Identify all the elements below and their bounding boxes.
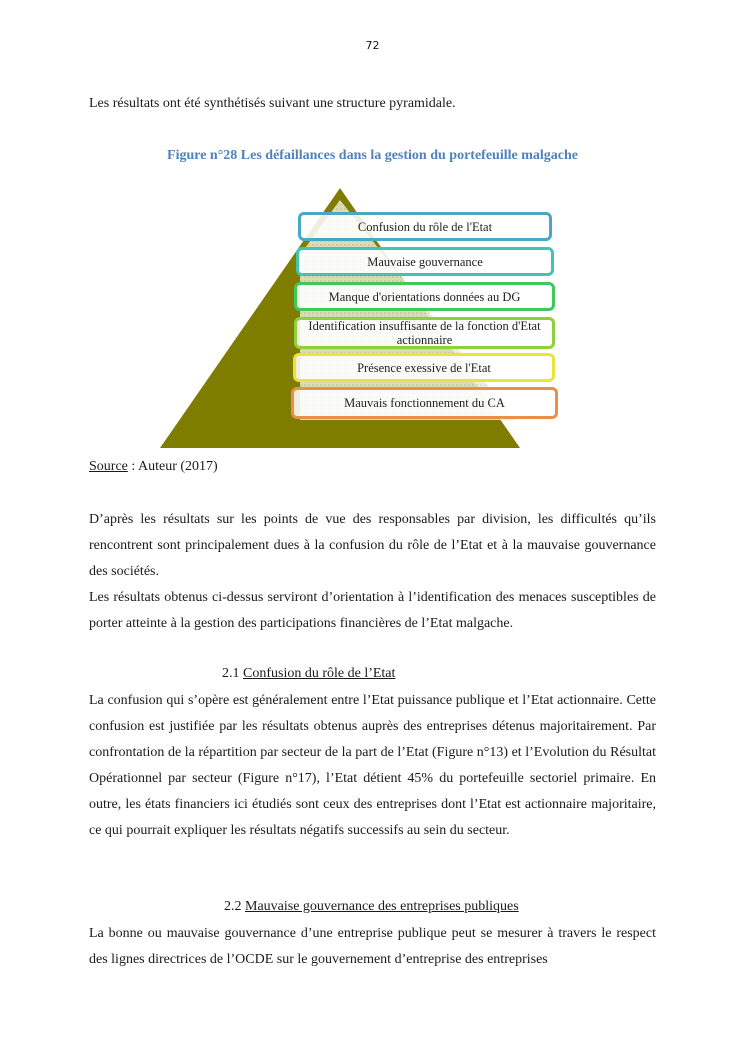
tier-mauvais-fonctionnement-ca: Mauvais fonctionnement du CA	[291, 387, 558, 419]
paragraph-results	[89, 507, 656, 637]
tier-confusion-role-etat: Confusion du rôle de l'Etat	[298, 212, 552, 241]
figure-source	[89, 459, 218, 475]
paragraph-results-2: Les résultats obtenus ci-dessus serviront d’orientation à l’identification des menaces susceptibles de porter atteinte à la gestion des participations financières de l’Etat malgache.	[89, 590, 656, 631]
intro-text: Les résultats ont été synthétisés suivant une structure pyramidale.	[89, 96, 456, 111]
tier-presence-excessive: Présence exessive de l'Etat	[293, 353, 555, 382]
figure-title: Figure n°28 Les défaillances dans la gestion du portefeuille malgache	[167, 148, 578, 163]
section-heading-2-1: 2.1 Confusion du rôle de l’Etat	[222, 666, 396, 681]
tier-manque-orientations: Manque d'orientations données au DG	[294, 282, 555, 311]
source-label: Source	[89, 459, 128, 474]
tier-identification-insuffisante: Identification insuffisante de la fonction d'Etat actionnaire	[294, 317, 555, 349]
paragraph-results-1: D’après les résultats sur les points de vue des responsables par division, les difficultés qu’ils rencontrent sont principalement dues à la confusion du rôle de l’Etat et à la mauvaise gouvernance des sociétés.	[89, 512, 656, 579]
page-number: 72	[365, 39, 380, 52]
section-heading-2-2: 2.2 Mauvaise gouvernance des entreprises publiques	[224, 899, 519, 914]
source-text: : Auteur (2017)	[127, 459, 218, 474]
section-2-1-text: La confusion qui s’opère est généralement entre l’Etat puissance publique et l’Etat actionnaire. Cette confusion est justifiée par les résultats obtenus auprès des entreprises détenus majoritairement. Par confrontation de la répartition par secteur de la part de l’Etat (Figure n°13) et l’Evolution du Résultat Opérationnel par secteur (Figure n°17), l’Etat détient 45% du portefeuille sectoriel primaire. En outre, les états financiers ici étudiés sont ceux des entreprises dont l’Etat est actionnaire majoritaire, ce qui pourrait expliquer les résultats négatifs successifs au sein du secteur.	[89, 693, 656, 838]
tier-mauvaise-gouvernance: Mauvaise gouvernance	[296, 247, 554, 276]
section-2-2-text: La bonne ou mauvaise gouvernance d’une entreprise publique peut se mesurer à travers le respect des lignes directrices de l’OCDE sur le gouvernement d’entreprise des entreprises	[89, 926, 656, 967]
